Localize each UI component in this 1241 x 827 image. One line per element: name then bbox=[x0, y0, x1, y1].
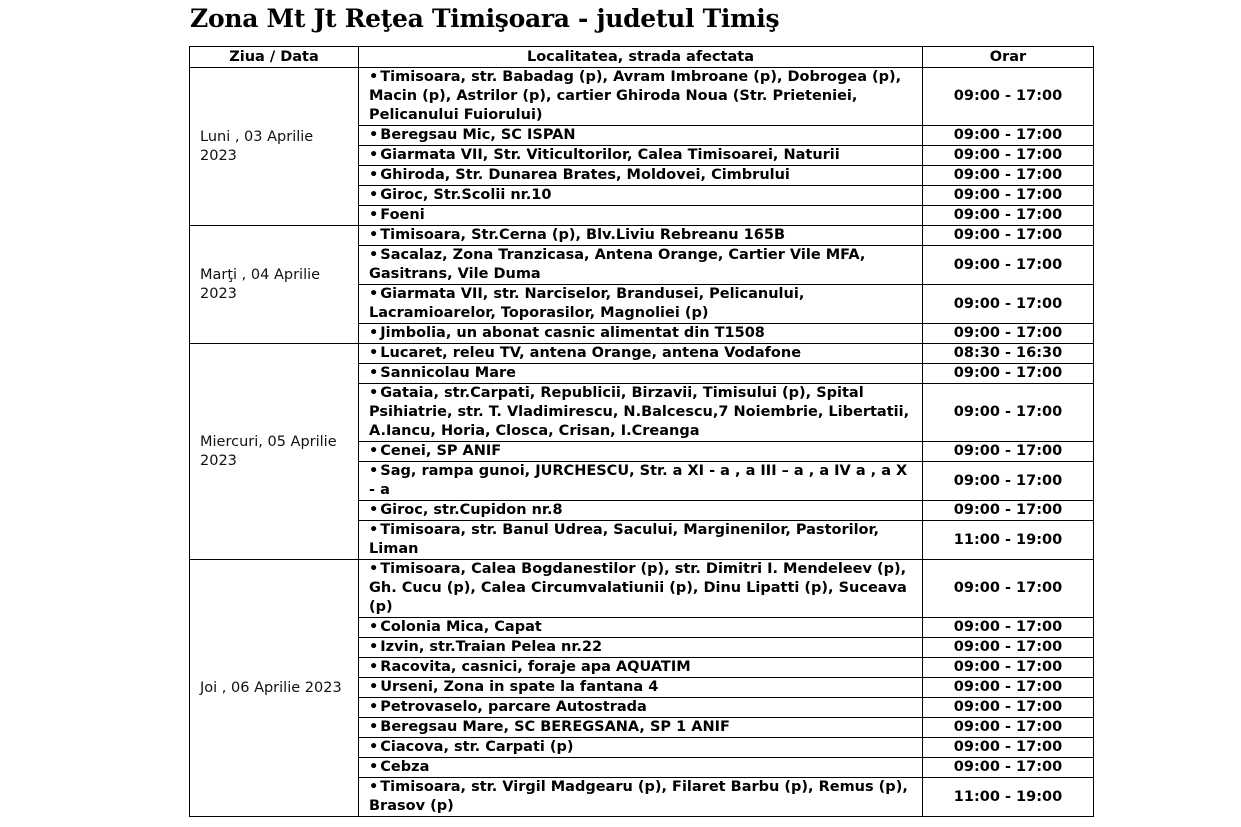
location-text: Racovita, casnici, foraje apa AQUATIM bbox=[380, 659, 691, 675]
location-cell bbox=[359, 658, 923, 678]
location-text: Beregsau Mare, SC BEREGSANA, SP 1 ANIF bbox=[380, 719, 730, 735]
location-text: Beregsau Mic, SC ISPAN bbox=[380, 127, 576, 143]
bullet-icon: • bbox=[369, 522, 379, 538]
location-cell bbox=[359, 68, 923, 126]
page-title: Zona Mt Jt Reţea Timişoara - judetul Timiş bbox=[190, 4, 780, 33]
location-text: Izvin, str.Traian Pelea nr.22 bbox=[380, 639, 603, 655]
schedule-cell: 09:00 - 17:00 bbox=[923, 462, 1094, 501]
bullet-icon: • bbox=[369, 679, 379, 695]
header-location: Localitatea, strada afectata bbox=[359, 47, 923, 68]
day-cell: Marţi , 04 Aprilie 2023 bbox=[190, 226, 359, 344]
bullet-icon: • bbox=[369, 286, 379, 302]
table-row bbox=[190, 226, 1094, 246]
table-header-row bbox=[190, 47, 1094, 68]
day-cell: Luni , 03 Aprilie 2023 bbox=[190, 68, 359, 226]
location-text: Lucaret, releu TV, antena Orange, antena Vodafone bbox=[380, 345, 802, 361]
schedule-cell: 09:00 - 17:00 bbox=[923, 206, 1094, 226]
location-cell bbox=[359, 126, 923, 146]
location-text: Timisoara, str. Banul Udrea, Sacului, Marginenilor, Pastorilor, Liman bbox=[369, 522, 880, 557]
location-cell bbox=[359, 778, 923, 817]
bullet-icon: • bbox=[369, 759, 379, 775]
schedule-cell: 09:00 - 17:00 bbox=[923, 186, 1094, 206]
bullet-icon: • bbox=[369, 659, 379, 675]
schedule-cell: 09:00 - 17:00 bbox=[923, 698, 1094, 718]
bullet-icon: • bbox=[369, 147, 379, 163]
location-text: Cenei, SP ANIF bbox=[380, 443, 502, 459]
bullet-icon: • bbox=[369, 127, 379, 143]
location-cell bbox=[359, 146, 923, 166]
schedule-cell: 09:00 - 17:00 bbox=[923, 68, 1094, 126]
header-day: Ziua / Data bbox=[190, 47, 359, 68]
location-cell bbox=[359, 285, 923, 324]
schedule-cell: 09:00 - 17:00 bbox=[923, 166, 1094, 186]
schedule-cell: 11:00 - 19:00 bbox=[923, 521, 1094, 560]
location-cell bbox=[359, 618, 923, 638]
location-cell bbox=[359, 501, 923, 521]
location-cell bbox=[359, 738, 923, 758]
bullet-icon: • bbox=[369, 443, 379, 459]
bullet-icon: • bbox=[369, 561, 379, 577]
location-cell bbox=[359, 521, 923, 560]
bullet-icon: • bbox=[369, 207, 379, 223]
location-text: Petrovaselo, parcare Autostrada bbox=[380, 699, 647, 715]
location-text: Timisoara, str. Virgil Madgearu (p), Filaret Barbu (p), Remus (p), Brasov (p) bbox=[369, 779, 908, 814]
schedule-cell: 08:30 - 16:30 bbox=[923, 344, 1094, 364]
location-text: Giroc, Str.Scolii nr.10 bbox=[380, 187, 552, 203]
bullet-icon: • bbox=[369, 385, 379, 401]
schedule-cell: 09:00 - 17:00 bbox=[923, 718, 1094, 738]
location-cell bbox=[359, 246, 923, 285]
location-cell bbox=[359, 364, 923, 384]
bullet-icon: • bbox=[369, 345, 379, 361]
schedule-cell: 11:00 - 19:00 bbox=[923, 778, 1094, 817]
table-row bbox=[190, 344, 1094, 364]
location-cell bbox=[359, 678, 923, 698]
location-text: Jimbolia, un abonat casnic alimentat din T1508 bbox=[380, 325, 765, 341]
bullet-icon: • bbox=[369, 247, 379, 263]
schedule-cell: 09:00 - 17:00 bbox=[923, 126, 1094, 146]
bullet-icon: • bbox=[369, 227, 379, 243]
location-text: Gataia, str.Carpati, Republicii, Birzavii, Timisului (p), Spital Psihiatrie, str. T. Vladimirescu, N.Balcescu,7 Noiembrie, Libertatii, A.Iancu, Horia, Closca, Crisan, I.Creanga bbox=[369, 385, 910, 439]
day-cell: Miercuri, 05 Aprilie 2023 bbox=[190, 344, 359, 560]
location-cell bbox=[359, 226, 923, 246]
table-row bbox=[190, 68, 1094, 126]
schedule-cell: 09:00 - 17:00 bbox=[923, 146, 1094, 166]
location-text: Colonia Mica, Capat bbox=[380, 619, 542, 635]
schedule-cell: 09:00 - 17:00 bbox=[923, 658, 1094, 678]
schedule-cell: 09:00 - 17:00 bbox=[923, 758, 1094, 778]
bullet-icon: • bbox=[369, 502, 379, 518]
bullet-icon: • bbox=[369, 719, 379, 735]
schedule-cell: 09:00 - 17:00 bbox=[923, 246, 1094, 285]
location-text: Urseni, Zona in spate la fantana 4 bbox=[380, 679, 659, 695]
outage-schedule-table bbox=[189, 46, 1094, 817]
schedule-cell: 09:00 - 17:00 bbox=[923, 618, 1094, 638]
bullet-icon: • bbox=[369, 619, 379, 635]
location-cell bbox=[359, 638, 923, 658]
schedule-cell: 09:00 - 17:00 bbox=[923, 501, 1094, 521]
schedule-cell: 09:00 - 17:00 bbox=[923, 560, 1094, 618]
location-cell bbox=[359, 462, 923, 501]
location-cell bbox=[359, 718, 923, 738]
location-cell bbox=[359, 166, 923, 186]
location-text: Timisoara, Str.Cerna (p), Blv.Liviu Rebreanu 165B bbox=[380, 227, 785, 243]
location-cell bbox=[359, 206, 923, 226]
bullet-icon: • bbox=[369, 779, 379, 795]
schedule-cell: 09:00 - 17:00 bbox=[923, 738, 1094, 758]
bullet-icon: • bbox=[369, 325, 379, 341]
schedule-cell: 09:00 - 17:00 bbox=[923, 442, 1094, 462]
location-text: Sannicolau Mare bbox=[380, 365, 517, 381]
location-text: Giroc, str.Cupidon nr.8 bbox=[380, 502, 563, 518]
location-text: Giarmata VII, str. Narciselor, Brandusei, Pelicanului, Lacramioarelor, Toporasilor, Magnoliei (p) bbox=[369, 286, 805, 321]
bullet-icon: • bbox=[369, 739, 379, 755]
location-text: Sag, rampa gunoi, JURCHESCU, Str. a XI - a , a III – a , a IV a , a X - a bbox=[369, 463, 908, 498]
schedule-cell: 09:00 - 17:00 bbox=[923, 678, 1094, 698]
bullet-icon: • bbox=[369, 69, 379, 85]
schedule-cell: 09:00 - 17:00 bbox=[923, 364, 1094, 384]
location-cell bbox=[359, 560, 923, 618]
bullet-icon: • bbox=[369, 167, 379, 183]
bullet-icon: • bbox=[369, 639, 379, 655]
location-cell bbox=[359, 324, 923, 344]
location-text: Giarmata VII, Str. Viticultorilor, Calea Timisoarei, Naturii bbox=[380, 147, 840, 163]
schedule-cell: 09:00 - 17:00 bbox=[923, 285, 1094, 324]
day-cell: Joi , 06 Aprilie 2023 bbox=[190, 560, 359, 817]
location-text: Timisoara, Calea Bogdanestilor (p), str. Dimitri I. Mendeleev (p), Gh. Cucu (p), Calea Circumvalatiunii (p), Dinu Lipatti (p), Suceava (p) bbox=[369, 561, 907, 615]
location-text: Cebza bbox=[380, 759, 430, 775]
location-text: Ghiroda, Str. Dunarea Brates, Moldovei, Cimbrului bbox=[380, 167, 790, 183]
bullet-icon: • bbox=[369, 187, 379, 203]
location-cell bbox=[359, 698, 923, 718]
location-cell bbox=[359, 758, 923, 778]
location-text: Ciacova, str. Carpati (p) bbox=[380, 739, 574, 755]
schedule-cell: 09:00 - 17:00 bbox=[923, 226, 1094, 246]
table-row bbox=[190, 560, 1094, 618]
schedule-cell: 09:00 - 17:00 bbox=[923, 324, 1094, 344]
location-text: Sacalaz, Zona Tranzicasa, Antena Orange, Cartier Vile MFA, Gasitrans, Vile Duma bbox=[369, 247, 866, 282]
header-schedule: Orar bbox=[923, 47, 1094, 68]
bullet-icon: • bbox=[369, 699, 379, 715]
schedule-cell: 09:00 - 17:00 bbox=[923, 384, 1094, 442]
location-cell bbox=[359, 442, 923, 462]
location-cell bbox=[359, 344, 923, 364]
location-cell bbox=[359, 186, 923, 206]
location-text: Timisoara, str. Babadag (p), Avram Imbroane (p), Dobrogea (p), Macin (p), Astrilor (p), cartier Ghiroda Noua (Str. Prieteniei, Pelicanului Fuiorului) bbox=[369, 69, 902, 123]
table-body bbox=[190, 68, 1094, 817]
location-text: Foeni bbox=[380, 207, 425, 223]
location-cell bbox=[359, 384, 923, 442]
schedule-cell: 09:00 - 17:00 bbox=[923, 638, 1094, 658]
bullet-icon: • bbox=[369, 463, 379, 479]
bullet-icon: • bbox=[369, 365, 379, 381]
